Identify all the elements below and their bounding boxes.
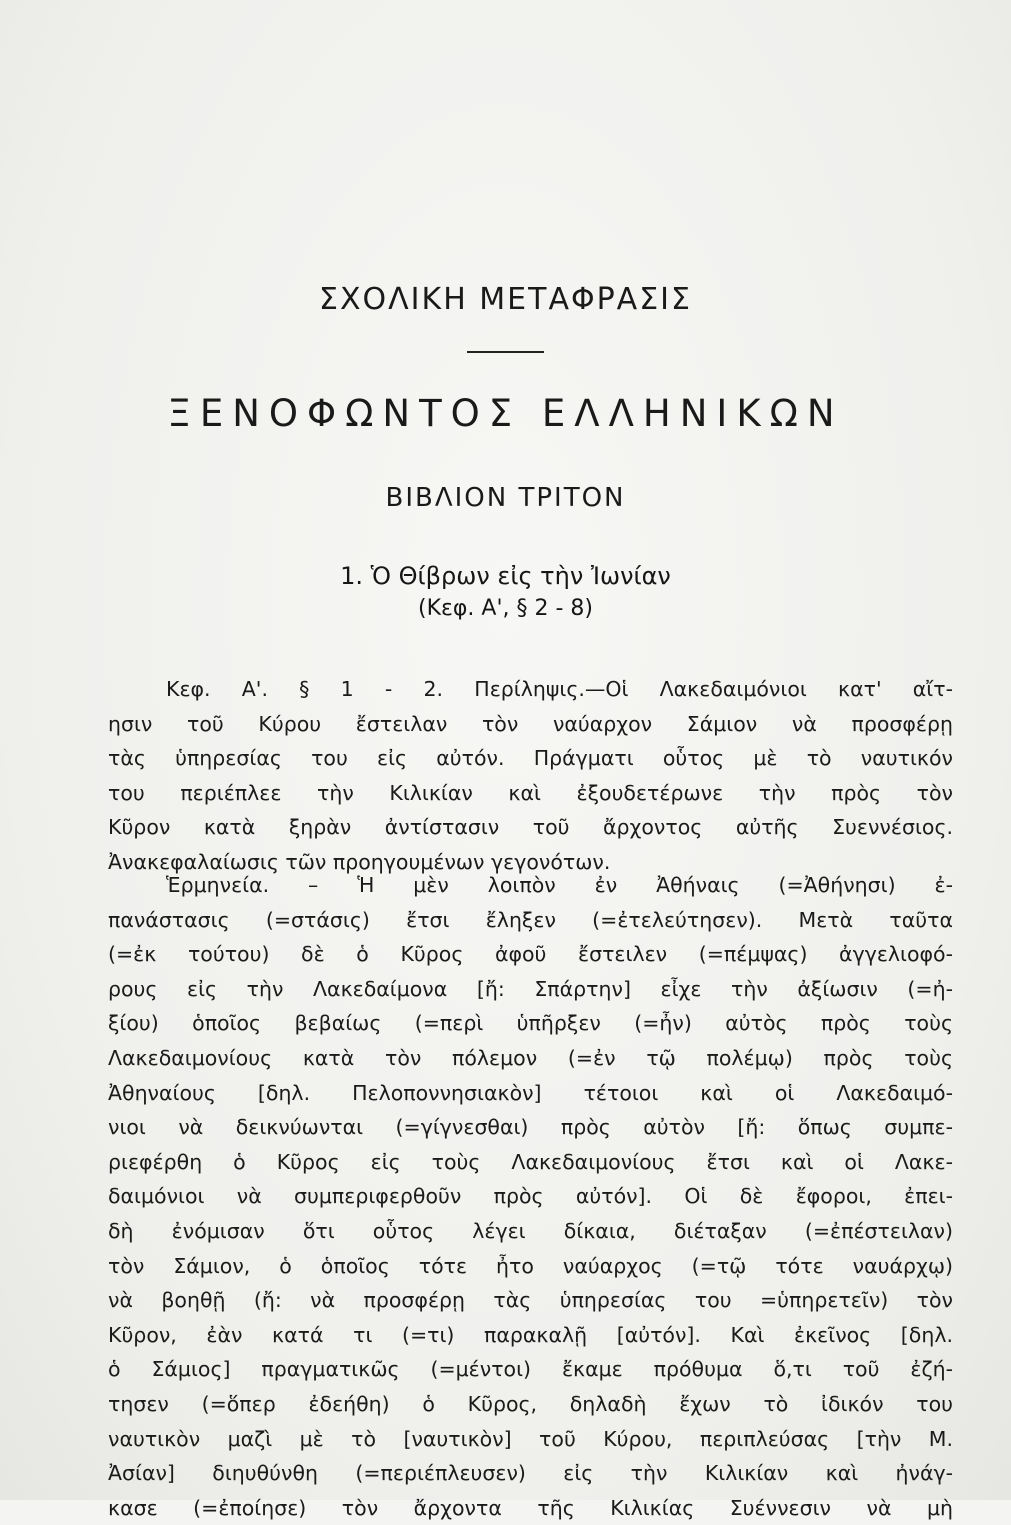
text-line: τησεν (=ὅπερ ἐδεήθη) ὁ Κῦρος, δηλαδὴ ἔχων τὸ ἰδικόν του — [108, 1391, 953, 1416]
text-line: νὰ βοηθῇ (ἤ: νὰ προσφέρῃ τὰς ὑπηρεσίας του =ὑπηρετεῖν) τὸν — [108, 1288, 953, 1313]
text-line: ξίου) ὁποῖος βεβαίως (=περὶ ὑπῆρξεν (=ἦν) αὐτὸς πρὸς τοὺς — [108, 1011, 953, 1036]
text-line: ὁ Σάμιος] πραγματικῶς (=μέντοι) ἔκαμε πρόθυμα ὅ,τι τοῦ ἐζή- — [108, 1357, 953, 1382]
text-line: νιοι νὰ δεικνύωνται (=γίγνεσθαι) πρὸς αὐτὸν [ἤ: ὅπως συμπε- — [108, 1115, 953, 1140]
text-line: πανάστασις (=στάσις) ἔτσι ἔληξεν (=ἐτελεύτησεν). Μετὰ ταῦτα — [108, 907, 953, 932]
series-title: ΣΧΟΛΙΚΗ ΜΕΤΑΦΡΑΣΙΣ — [319, 282, 692, 317]
section-reference: (Κεφ. Α', § 2 - 8) — [418, 596, 593, 621]
book-title: ΞΕΝΟΦΩΝΤΟΣ ΕΛΛΗΝΙΚΩΝ — [167, 392, 844, 435]
text-line: τὸν Σάμιον, ὁ ὁποῖος τότε ἦτο ναύαρχος (=τῷ τότε ναυάρχῳ) — [108, 1253, 953, 1278]
text-line: Κῦρον, ἐὰν κατά τι (=τι) παρακαλῇ [αὐτόν]. Καὶ ἐκεῖνος [δηλ. — [108, 1322, 953, 1347]
text-line: (=ἐκ τούτου) δὲ ὁ Κῦρος ἀφοῦ ἔστειλεν (=πέμψας) ἀγγελιοφό- — [108, 942, 953, 967]
text-line: ριεφέρθη ὁ Κῦρος εἰς τοὺς Λακεδαιμονίους ἔτσι καὶ οἱ Λακε- — [108, 1149, 953, 1174]
text-line: Κεφ. Α'. § 1 - 2. Περίληψις.—Οἱ Λακεδαιμόνιοι κατ' αἴτ- — [166, 677, 953, 701]
volume-title: ΒΙΒΛΙΟΝ ΤΡΙΤΟΝ — [385, 483, 626, 513]
text-line: του περιέπλεε τὴν Κιλικίαν καὶ ἐξουδετέρωνε τὴν πρὸς τὸν — [108, 780, 953, 805]
summary-paragraph — [108, 672, 953, 880]
text-line: τὰς ὑπηρεσίας του εἰς αὐτόν. Πράγματι οὗτος μὲ τὸ ναυτικόν — [108, 746, 953, 771]
text-line: ρους εἰς τὴν Λακεδαίμονα [ἤ: Σπάρτην] εἶχε τὴν ἀξίωσιν (=ἠ- — [108, 976, 953, 1001]
text-line: δὴ ἐνόμισαν ὅτι οὗτος λέγει δίκαια, διέταξαν (=ἐπέστειλαν) — [108, 1218, 953, 1243]
text-line: Κῦρον κατὰ ξηρὰν ἀντίστασιν τοῦ ἄρχοντος αὐτῆς Συεννέσιος. — [108, 815, 953, 840]
text-line: δαιμόνιοι νὰ συμπεριφερθοῦν πρὸς αὐτόν]. Οἱ δὲ ἔφοροι, ἐπει- — [108, 1184, 953, 1209]
text-line: ναυτικὸν μαζὶ μὲ τὸ [ναυτικὸν] τοῦ Κύρου, περιπλεύσας [τὴν Μ. — [108, 1426, 953, 1451]
text-line: Λακεδαιμονίους κατὰ τὸν πόλεμον (=ἐν τῷ πολέμῳ) πρὸς τοὺς — [108, 1045, 953, 1070]
section-heading: 1. Ὁ Θίβρων εἰς τὴν Ἰωνίαν — [340, 562, 671, 590]
text-line: Ἀσίαν] διηυθύνθη (=περιέπλευσεν) εἰς τὴν Κιλικίαν καὶ ἠνάγ- — [108, 1461, 953, 1486]
title-divider — [467, 351, 544, 353]
text-line: Ἀθηναίους [δηλ. Πελοποννησιακὸν] τέτοιοι καὶ οἱ Λακεδαιμό- — [108, 1080, 953, 1105]
translation-paragraph — [108, 868, 953, 1525]
text-line: Ἑρμηνεία. – Ἡ μὲν λοιπὸν ἐν Ἀθήναις (=Ἀθήνησι) ἐ- — [166, 873, 953, 897]
text-line: Ἀνακεφαλαίωσις τῶν προηγουμένων γεγονότων. — [108, 849, 611, 874]
text-line: ησιν τοῦ Κύρου ἔστειλαν τὸν ναύαρχον Σάμιον νὰ προσφέρῃ — [108, 711, 953, 736]
text-line: κασε (=ἐποίησε) τὸν ἄρχοντα τῆς Κιλικίας Συέννεσιν νὰ μὴ — [108, 1495, 953, 1520]
